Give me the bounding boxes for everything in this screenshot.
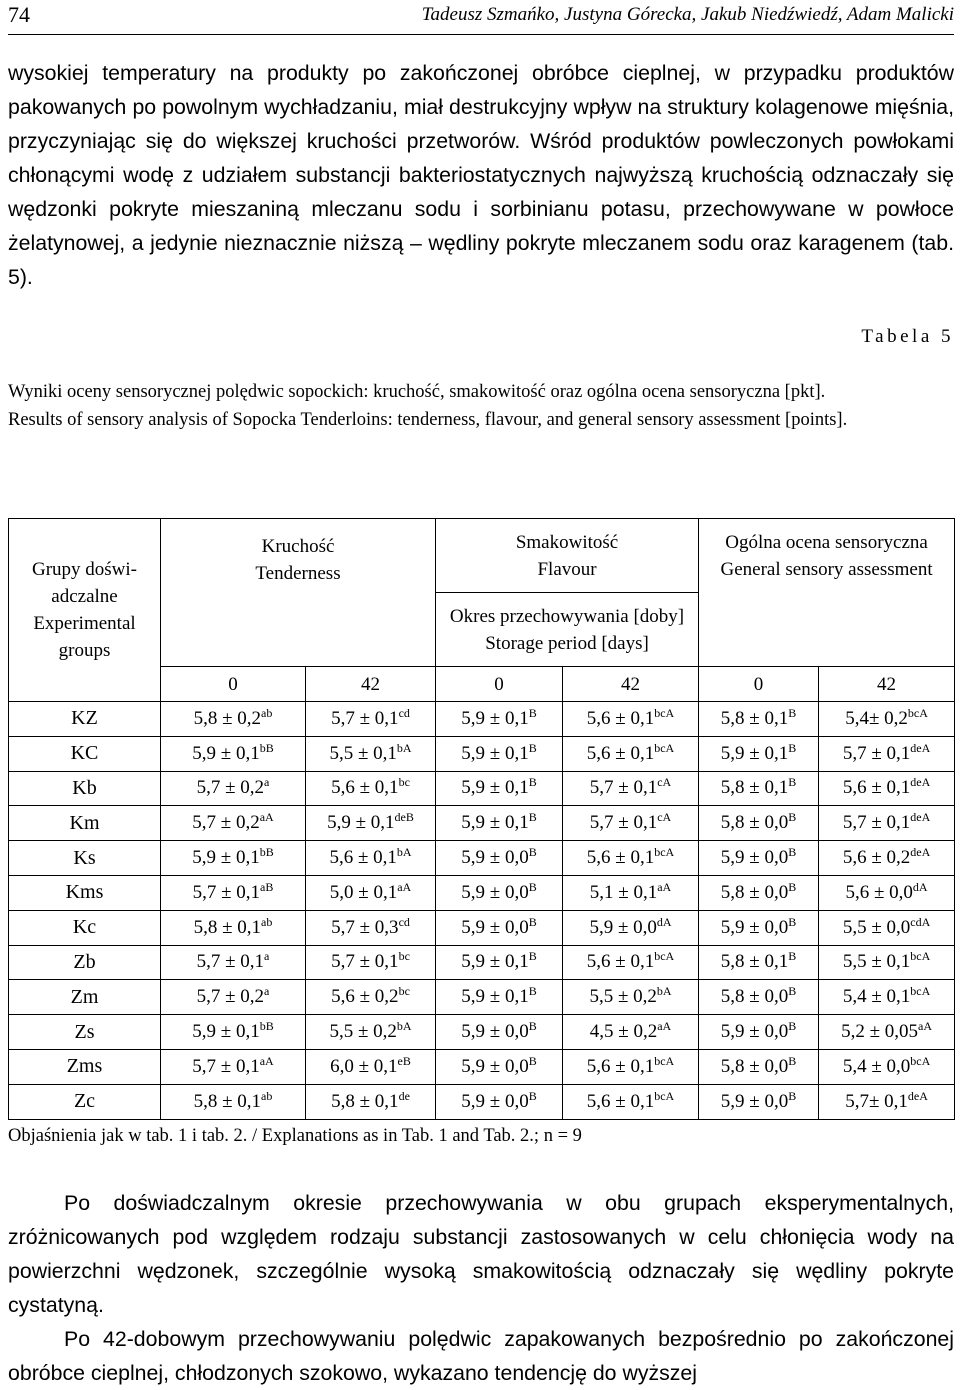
- cell-superscript: bcA: [654, 740, 675, 755]
- table-cell: [699, 945, 819, 980]
- table-cell: [699, 1015, 819, 1050]
- cell-value: 5,9 ± 0,0: [461, 1055, 529, 1077]
- running-header: [8, 0, 954, 35]
- group-code: Zc: [9, 1084, 161, 1119]
- cell-superscript: bcA: [654, 949, 675, 964]
- group-code: Kc: [9, 910, 161, 945]
- cell-value: 5,6 ± 0,1: [586, 951, 655, 973]
- cell-value: 5,6 ± 0,1: [586, 742, 655, 764]
- table-cell: [161, 1015, 306, 1050]
- group-code: KC: [9, 736, 161, 771]
- cell-value: 5,9 ± 0,0: [461, 916, 529, 938]
- cell-superscript: B: [788, 810, 797, 825]
- table-row: [9, 771, 955, 806]
- header-tenderness: Kruchość Tenderness: [161, 519, 436, 667]
- cell-superscript: aA: [397, 879, 412, 894]
- cell-superscript: ab: [261, 1088, 273, 1103]
- cell-value: 5,9 ± 0,0: [589, 916, 657, 938]
- table-cell: [306, 736, 436, 771]
- group-code: Zs: [9, 1015, 161, 1050]
- cell-value: 5,7 ± 0,1: [192, 881, 261, 903]
- table-cell: [819, 1049, 955, 1084]
- cell-superscript: deA: [910, 775, 931, 790]
- cell-superscript: B: [788, 705, 797, 720]
- table-cell: [563, 910, 699, 945]
- cell-value: 5,6 ± 0,1: [586, 847, 655, 869]
- cell-value: 5,7 ± 0,1: [331, 951, 399, 973]
- cell-value: 5,7 ± 0,1: [589, 777, 658, 799]
- cell-superscript: bcA: [654, 1053, 675, 1068]
- table-cell: [161, 806, 306, 841]
- table-cell: [819, 702, 955, 737]
- table-row: [9, 945, 955, 980]
- table-cell: [306, 1015, 436, 1050]
- table-cell: [436, 910, 563, 945]
- cell-superscript: bcA: [910, 984, 931, 999]
- table-cell: [436, 702, 563, 737]
- cell-value: 5,5 ± 0,2: [589, 986, 657, 1008]
- header-groups: Grupy doświ- adczalne Experimental groups: [9, 519, 161, 702]
- cell-value: 5,9 ± 0,1: [720, 742, 789, 764]
- group-code: Kms: [9, 875, 161, 910]
- cell-superscript: B: [788, 740, 797, 755]
- cell-value: 5,9 ± 0,1: [327, 812, 395, 834]
- table-row: [9, 910, 955, 945]
- body-paragraph: Po doświadczalnym okresie przechowywania w obu grupach eksperymentalnych, zróżnicowanych pod względem rodzaju substancji zastosowanych w celu chłonięcia wody na powierzchni wędzonek, szczególnie wysoką smakowitością odznaczały się wędliny pokryte cystatyną.: [8, 1191, 954, 1317]
- cell-value: 5,9 ± 0,1: [192, 847, 260, 869]
- table-cell: [436, 736, 563, 771]
- cell-superscript: bcA: [910, 1053, 931, 1068]
- table-cell: [819, 771, 955, 806]
- cell-superscript: B: [528, 984, 537, 999]
- cell-superscript: B: [788, 949, 797, 964]
- day-general-42: 42: [819, 667, 955, 702]
- cell-value: 5,6 ± 0,1: [586, 1055, 655, 1077]
- cell-value: 5,8 ± 0,1: [193, 916, 262, 938]
- cell-value: 5,7 ± 0,1: [842, 812, 911, 834]
- table-cell: [819, 945, 955, 980]
- cell-value: 5,6 ± 0,2: [842, 847, 911, 869]
- table-cell: [436, 945, 563, 980]
- cell-value: 5,9 ± 0,1: [461, 707, 529, 729]
- table-cell: [306, 980, 436, 1015]
- cell-superscript: a: [264, 775, 270, 790]
- cell-value: 5,7 ± 0,2: [196, 986, 265, 1008]
- cell-superscript: cA: [657, 775, 672, 790]
- table-cell: [819, 910, 955, 945]
- cell-value: 5,7 ± 0,2: [192, 812, 260, 834]
- group-code: Km: [9, 806, 161, 841]
- table-cell: [436, 1084, 563, 1119]
- group-code: KZ: [9, 702, 161, 737]
- cell-superscript: bc: [398, 984, 410, 999]
- table-cell: [563, 841, 699, 876]
- cell-superscript: B: [528, 879, 537, 894]
- table-cell: [306, 771, 436, 806]
- group-code: Zm: [9, 980, 161, 1015]
- group-code: Kb: [9, 771, 161, 806]
- cell-value: 5,9 ± 0,0: [461, 1021, 529, 1043]
- table-cell: [819, 736, 955, 771]
- cell-value: 5,9 ± 0,1: [192, 742, 260, 764]
- table-row: [9, 806, 955, 841]
- cell-superscript: B: [788, 775, 797, 790]
- table-cell: [819, 1015, 955, 1050]
- table-cell: [306, 1084, 436, 1119]
- table-cell: [699, 1049, 819, 1084]
- table-cell: [563, 702, 699, 737]
- table-cell: [161, 771, 306, 806]
- cell-superscript: B: [528, 1019, 537, 1034]
- cell-value: 5,1 ± 0,1: [589, 881, 658, 903]
- table-cell: [161, 945, 306, 980]
- cell-value: 5,4 ± 0,1: [842, 986, 911, 1008]
- cell-value: 5,9 ± 0,1: [192, 1021, 260, 1043]
- cell-superscript: B: [528, 775, 537, 790]
- table-cell: [563, 1015, 699, 1050]
- table-cell: [436, 1049, 563, 1084]
- table-cell: [436, 980, 563, 1015]
- cell-superscript: bcA: [910, 949, 931, 964]
- cell-value: 5,9 ± 0,1: [461, 777, 529, 799]
- table-cell: [306, 806, 436, 841]
- cell-value: 6,0 ± 0,1: [330, 1055, 398, 1077]
- table-body: [9, 702, 955, 1120]
- cell-superscript: aA: [918, 1019, 932, 1034]
- cell-value: 5,9 ± 0,0: [720, 847, 789, 869]
- table-note: Objaśnienia jak w tab. 1 i tab. 2. / Explanations as in Tab. 1 and Tab. 2.; n = 9: [8, 1126, 582, 1146]
- cell-superscript: a: [264, 949, 270, 964]
- cell-value: 5,9 ± 0,1: [461, 812, 529, 834]
- cell-superscript: a: [264, 984, 270, 999]
- table-cell: [699, 806, 819, 841]
- cell-superscript: aA: [657, 1019, 672, 1034]
- table-cell: [161, 980, 306, 1015]
- table-cell: [699, 841, 819, 876]
- table-cell: [563, 771, 699, 806]
- cell-superscript: aB: [260, 879, 274, 894]
- table-row: [9, 1049, 955, 1084]
- table-cell: [699, 771, 819, 806]
- table-cell: [819, 875, 955, 910]
- cell-value: 5,6 ± 0,1: [842, 777, 911, 799]
- cell-superscript: de: [398, 1088, 410, 1103]
- table-row: [9, 1084, 955, 1119]
- table-row: [9, 980, 955, 1015]
- table-cell: [161, 875, 306, 910]
- cell-superscript: bA: [396, 1019, 412, 1034]
- body-paragraph-top: wysokiej temperatury na produkty po zakończonej obróbce cieplnej, w przypadku produktów pakowanych po powolnym wychładzaniu, miał destrukcyjny wpływ na struktury kolagenowe mięśnia, przyczyniając się do większej kruchości przetworów. Wśród produktów powleczonych powłokami chłonącymi wodę z udziałem substancji bakteriostatycznych najwyższą kruchością odznaczały się wędzonki pokryte mieszaniną mleczanu sodu i sorbinianu potasu, przechowywane w powłoce żelatynowej, a jedynie nieznacznie niższą – wędliny pokryte mleczanem sodu oraz karagenem (tab. 5).: [8, 61, 954, 289]
- table-cell: [161, 702, 306, 737]
- cell-superscript: B: [788, 1088, 797, 1103]
- group-code: Zms: [9, 1049, 161, 1084]
- running-header-authors: Tadeusz Szmańko, Justyna Górecka, Jakub Niedźwiedź, Adam Malicki: [421, 4, 954, 25]
- table-cell: [563, 806, 699, 841]
- cell-superscript: deA: [910, 740, 931, 755]
- table-cell: [563, 945, 699, 980]
- day-flavour-42: 42: [563, 667, 699, 702]
- cell-value: 5,2 ± 0,05: [841, 1021, 918, 1043]
- cell-value: 5,9 ± 0,0: [720, 1021, 789, 1043]
- table-cell: [436, 806, 563, 841]
- cell-value: 5,7 ± 0,1: [196, 951, 265, 973]
- cell-superscript: bA: [396, 740, 412, 755]
- cell-value: 5,9 ± 0,0: [461, 881, 529, 903]
- cell-value: 5,6 ± 0,1: [331, 777, 399, 799]
- cell-value: 5,9 ± 0,1: [461, 742, 529, 764]
- table-cell: [306, 875, 436, 910]
- table-cell: [306, 841, 436, 876]
- table-cell: [306, 1049, 436, 1084]
- cell-superscript: B: [788, 914, 797, 929]
- group-code: Ks: [9, 841, 161, 876]
- table-cell: [563, 1084, 699, 1119]
- cell-superscript: bA: [396, 845, 412, 860]
- cell-superscript: dA: [912, 879, 928, 894]
- cell-value: 5,9 ± 0,1: [461, 986, 529, 1008]
- cell-value: 5,5 ± 0,2: [329, 1021, 397, 1043]
- cell-superscript: B: [528, 740, 537, 755]
- cell-value: 5,7 ± 0,1: [842, 742, 911, 764]
- table-cell: [699, 736, 819, 771]
- cell-value: 4,5 ± 0,2: [589, 1021, 658, 1043]
- cell-superscript: B: [788, 845, 797, 860]
- cell-superscript: B: [528, 810, 537, 825]
- cell-superscript: cA: [657, 810, 672, 825]
- cell-value: 5,0 ± 0,1: [329, 881, 398, 903]
- cell-superscript: B: [788, 1019, 797, 1034]
- table-cell: [161, 736, 306, 771]
- table-cell: [563, 980, 699, 1015]
- table-cell: [819, 841, 955, 876]
- table-caption-pl: Wyniki oceny sensorycznej polędwic sopockich: kruchość, smakowitość oraz ogólna ocena sensoryczna [pkt].: [8, 382, 826, 402]
- cell-value: 5,4 ± 0,0: [842, 1055, 911, 1077]
- cell-superscript: bB: [259, 1019, 274, 1034]
- cell-value: 5,9 ± 0,1: [461, 951, 529, 973]
- cell-value: 5,8 ± 0,1: [720, 707, 789, 729]
- table-row: [9, 1015, 955, 1050]
- cell-value: 5,8 ± 0,1: [720, 777, 789, 799]
- table-caption: [8, 378, 954, 434]
- cell-superscript: B: [788, 1053, 797, 1068]
- cell-superscript: bc: [398, 775, 410, 790]
- cell-superscript: B: [528, 949, 537, 964]
- cell-value: 5,8 ± 0,1: [331, 1090, 399, 1112]
- cell-superscript: bB: [259, 845, 274, 860]
- cell-superscript: B: [528, 1088, 537, 1103]
- cell-superscript: bcA: [654, 845, 675, 860]
- table-cell: [563, 736, 699, 771]
- table-cell: [819, 1084, 955, 1119]
- table-cell: [436, 841, 563, 876]
- cell-superscript: deA: [910, 810, 931, 825]
- table-cell: [563, 1049, 699, 1084]
- cell-value: 5,7 ± 0,2: [196, 777, 265, 799]
- day-general-0: 0: [699, 667, 819, 702]
- table-cell: [161, 841, 306, 876]
- cell-superscript: cd: [398, 705, 410, 720]
- cell-superscript: bcA: [907, 705, 928, 720]
- cell-value: 5,7 ± 0,3: [331, 916, 399, 938]
- cell-value: 5,5 ± 0,1: [329, 742, 397, 764]
- cell-superscript: ab: [261, 705, 273, 720]
- cell-superscript: deB: [394, 810, 414, 825]
- cell-superscript: bcA: [654, 705, 675, 720]
- cell-superscript: B: [788, 984, 797, 999]
- cell-superscript: bc: [398, 949, 410, 964]
- table-row: [9, 736, 955, 771]
- cell-value: 5,4± 0,2: [845, 707, 908, 729]
- cell-superscript: aA: [259, 810, 274, 825]
- table-cell: [436, 875, 563, 910]
- cell-value: 5,5 ± 0,0: [842, 916, 911, 938]
- cell-superscript: eB: [397, 1053, 411, 1068]
- cell-value: 5,7 ± 0,1: [192, 1055, 260, 1077]
- cell-value: 5,9 ± 0,0: [720, 1090, 789, 1112]
- cell-value: 5,6 ± 0,1: [329, 847, 397, 869]
- cell-superscript: deA: [907, 1088, 928, 1103]
- cell-value: 5,7 ± 0,1: [331, 707, 399, 729]
- cell-superscript: B: [788, 879, 797, 894]
- cell-superscript: B: [528, 914, 537, 929]
- table-cell: [699, 1084, 819, 1119]
- day-flavour-0: 0: [436, 667, 563, 702]
- group-code: Zb: [9, 945, 161, 980]
- cell-value: 5,8 ± 0,0: [720, 881, 789, 903]
- header-storage-period: Okres przechowywania [doby] Storage period [days]: [436, 593, 699, 667]
- page-number: 74: [8, 2, 30, 27]
- body-paragraph: Po 42-dobowym przechowywaniu polędwic zapakowanych bezpośrednio po zakończonej obróbce cieplnej, chłodzonych szokowo, wykazano tendencję do wyższej: [8, 1327, 954, 1385]
- cell-value: 5,6 ± 0,1: [586, 707, 655, 729]
- table-cell: [819, 806, 955, 841]
- table-cell: [306, 910, 436, 945]
- table-row: [9, 875, 955, 910]
- cell-value: 5,8 ± 0,0: [720, 986, 789, 1008]
- header-flavour: Smakowitość Flavour: [436, 519, 699, 593]
- cell-value: 5,6 ± 0,0: [845, 881, 913, 903]
- cell-superscript: cd: [398, 914, 410, 929]
- cell-value: 5,7± 0,1: [845, 1090, 908, 1112]
- table-cell: [161, 1084, 306, 1119]
- table-cell: [699, 875, 819, 910]
- cell-superscript: B: [528, 705, 537, 720]
- cell-value: 5,9 ± 0,0: [461, 1090, 529, 1112]
- day-tenderness-42: 42: [306, 667, 436, 702]
- cell-superscript: aA: [657, 879, 672, 894]
- table-row: [9, 841, 955, 876]
- table-cell: [699, 980, 819, 1015]
- table-cell: [699, 702, 819, 737]
- cell-value: 5,6 ± 0,2: [331, 986, 399, 1008]
- table-cell: [161, 910, 306, 945]
- table-cell: [161, 1049, 306, 1084]
- day-tenderness-0: 0: [161, 667, 306, 702]
- cell-value: 5,8 ± 0,1: [720, 951, 789, 973]
- cell-superscript: dA: [656, 914, 672, 929]
- cell-value: 5,5 ± 0,1: [842, 951, 911, 973]
- cell-value: 5,9 ± 0,0: [720, 916, 789, 938]
- cell-superscript: B: [528, 845, 537, 860]
- cell-superscript: deA: [910, 845, 931, 860]
- table-cell: [306, 702, 436, 737]
- cell-superscript: bA: [656, 984, 672, 999]
- cell-superscript: B: [528, 1053, 537, 1068]
- results-table: [8, 518, 955, 1120]
- cell-value: 5,8 ± 0,1: [193, 1090, 262, 1112]
- table-cell: [436, 1015, 563, 1050]
- table-row: [9, 702, 955, 737]
- table-number: Tabela 5: [861, 326, 954, 347]
- table-caption-en: Results of sensory analysis of Sopocka Tenderloins: tenderness, flavour, and general sensory assessment [points].: [8, 410, 848, 430]
- header-general-assessment: Ogólna ocena sensoryczna General sensory assessment: [699, 519, 955, 667]
- cell-value: 5,8 ± 0,0: [720, 812, 789, 834]
- cell-value: 5,7 ± 0,1: [589, 812, 658, 834]
- cell-superscript: ab: [261, 914, 273, 929]
- body-paragraphs-bottom: [8, 1186, 954, 1390]
- cell-value: 5,8 ± 0,2: [193, 707, 262, 729]
- cell-superscript: cdA: [910, 914, 931, 929]
- table-cell: [699, 910, 819, 945]
- table-cell: [819, 980, 955, 1015]
- cell-value: 5,6 ± 0,1: [586, 1090, 655, 1112]
- table-cell: [436, 771, 563, 806]
- cell-value: 5,9 ± 0,0: [461, 847, 529, 869]
- cell-superscript: bcA: [654, 1088, 675, 1103]
- table-cell: [563, 875, 699, 910]
- cell-value: 5,8 ± 0,0: [720, 1055, 789, 1077]
- table-cell: [306, 945, 436, 980]
- cell-superscript: bB: [259, 740, 274, 755]
- cell-superscript: aA: [259, 1053, 274, 1068]
